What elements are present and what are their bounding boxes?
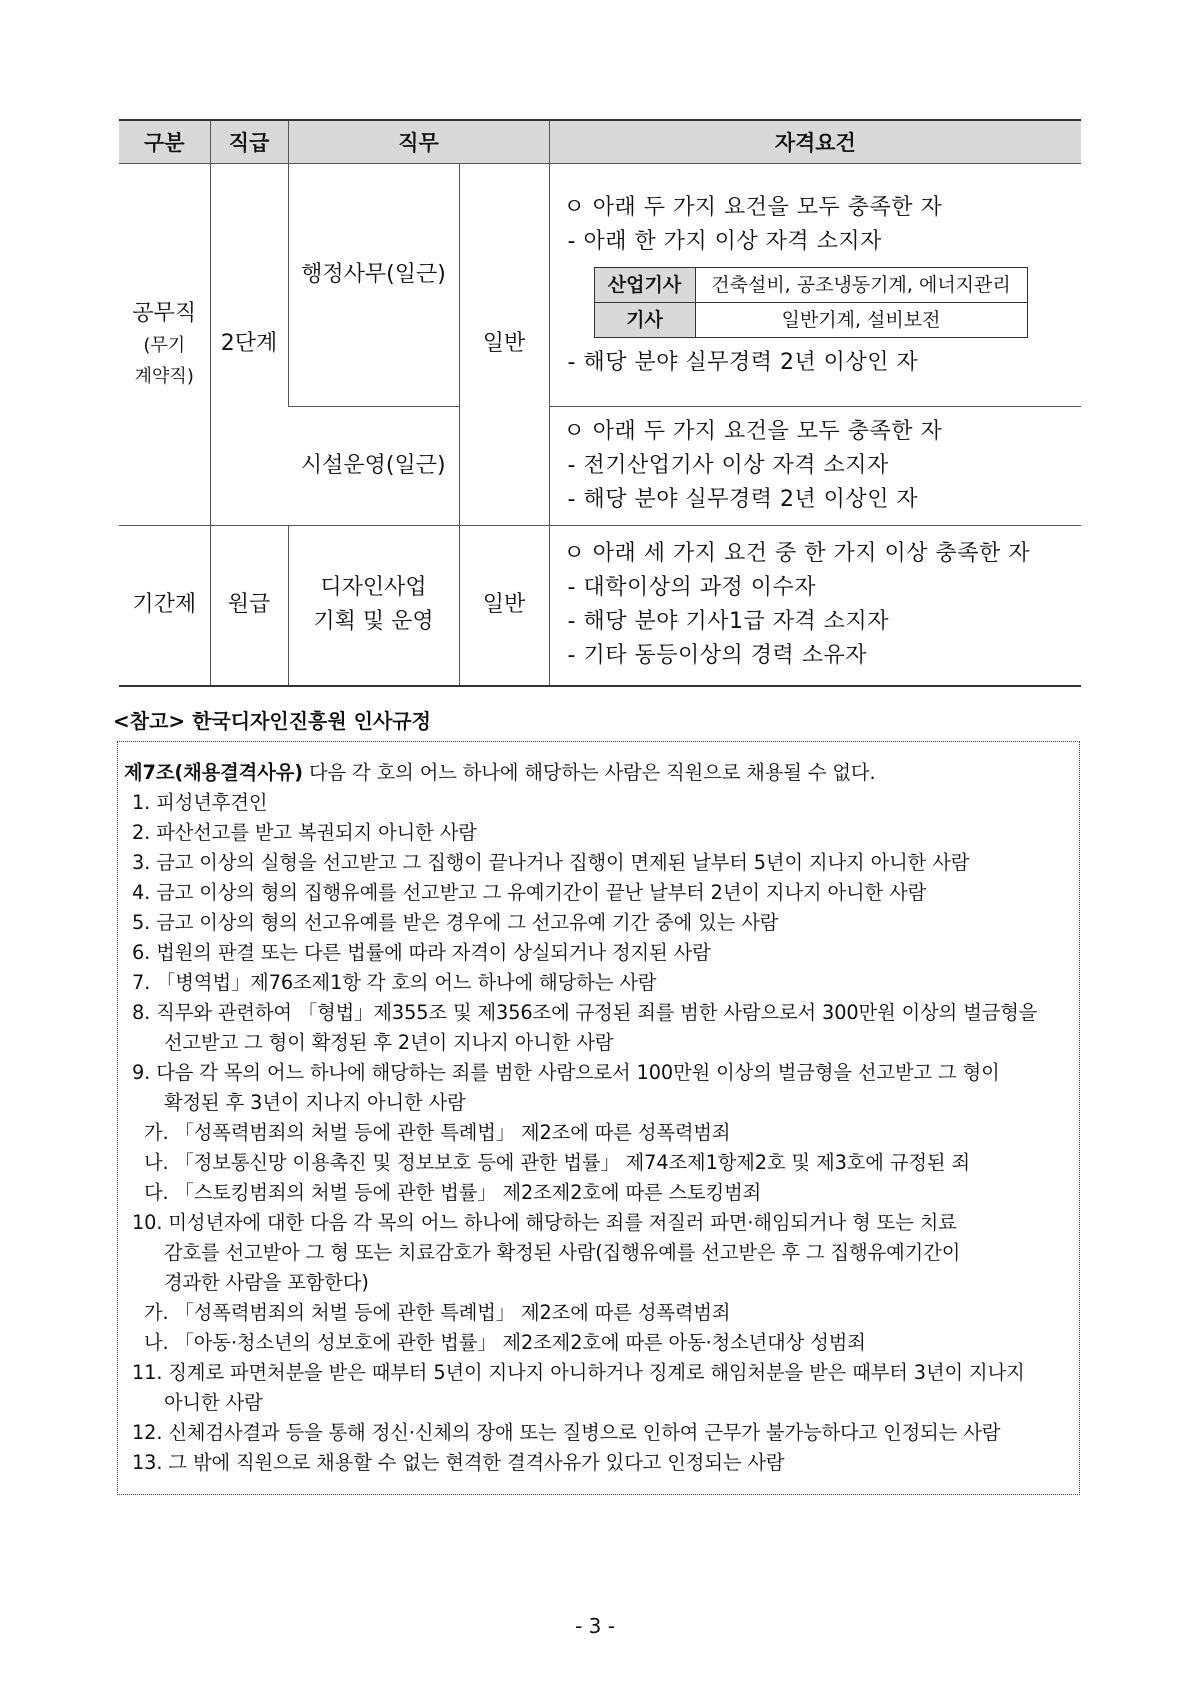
header-duty: 직무 <box>288 120 549 164</box>
certificate-value: 일반기계, 설비보전 <box>695 302 1027 337</box>
list-item-continuation: 선고받고 그 형이 확정된 후 2년이 지나지 아니한 사람 <box>164 1031 614 1054</box>
list-item: 10. 미성년자에 대한 다음 각 목의 어느 하나에 해당하는 죄를 저질러 파면·해임되거나 형 또는 치료 <box>132 1211 957 1234</box>
qualification-cell <box>549 407 1081 526</box>
table-header-row <box>119 120 1081 164</box>
duty-cell: 시설운영(일근) <box>288 407 459 526</box>
grade-cell: 2단계 <box>210 164 288 526</box>
qualification-line: - 해당 분야 실무경력 2년 이상인 자 <box>567 349 919 375</box>
sub-list-item: 나. 「정보통신망 이용촉진 및 정보보호 등에 관한 법률」 제74조제1항제2호 및 제3호에 규정된 죄 <box>144 1151 970 1174</box>
qualification-line: - 기타 동등이상의 경력 소유자 <box>567 643 867 669</box>
qualification-cell <box>549 164 1081 407</box>
table-row <box>119 526 1081 686</box>
certificate-table <box>594 267 1028 338</box>
duty-type-cell: 일반 <box>459 526 549 686</box>
table-row <box>119 164 1081 407</box>
qualification-cell <box>549 526 1081 686</box>
list-item-continuation: 아니한 사람 <box>164 1391 263 1414</box>
article-intro: 다음 각 호의 어느 하나에 해당하는 사람은 직원으로 채용될 수 없다. <box>302 761 876 784</box>
qualification-line: - 해당 분야 기사1급 자격 소지자 <box>567 609 889 635</box>
list-item-continuation: 감호를 선고받아 그 형 또는 치료감호가 확정된 사람(집행유예를 선고받은 후 그 집행유예기간이 <box>164 1241 961 1264</box>
qualification-line: ㅇ 아래 세 가지 요건 중 한 가지 이상 충족한 자 <box>563 541 1030 567</box>
duty-type-cell: 일반 <box>459 164 549 526</box>
reference-title: <참고> 한국디자인진흥원 인사규정 <box>113 709 431 733</box>
grade-cell: 원급 <box>210 526 288 686</box>
sub-list-item: 나. 「아동·청소년의 성보호에 관한 법률」 제2조제2호에 따른 아동·청소년대상 성범죄 <box>144 1331 866 1354</box>
qualification-line: - 해당 분야 실무경력 2년 이상인 자 <box>567 487 919 512</box>
qualification-line: - 전기산업기사 이상 자격 소지자 <box>567 453 889 478</box>
duty-cell: 행정사무(일근) <box>288 164 459 407</box>
certificate-value: 건축설비, 공조냉동기계, 에너지관리 <box>695 267 1027 302</box>
list-item: 9. 다음 각 목의 어느 하나에 해당하는 죄를 범한 사람으로서 100만원 이상의 벌금형을 선고받고 그 형이 <box>132 1061 1000 1084</box>
list-item: 8. 직무와 관련하여 「형법」제355조 및 제356조에 규정된 죄를 범한 사람으로서 300만원 이상의 벌금형을 <box>132 1001 1038 1024</box>
list-item: 5. 금고 이상의 형의 선고유예를 받은 경우에 그 선고유예 기간 중에 있는 사람 <box>132 911 779 934</box>
list-item: 1. 피성년후견인 <box>132 791 268 814</box>
sub-list-item: 가. 「성폭력범죄의 처벌 등에 관한 특례법」 제2조에 따른 성폭력범죄 <box>144 1301 731 1324</box>
list-item: 13. 그 밖에 직원으로 채용할 수 없는 현격한 결격사유가 있다고 인정되는 사람 <box>132 1451 785 1474</box>
duty-line: 디자인사업 <box>320 575 427 601</box>
header-grade: 직급 <box>210 120 288 164</box>
category-cell: 기간제 <box>119 526 210 686</box>
category-sub: 계약직) <box>134 365 194 387</box>
category-sub: (무기 <box>143 334 186 356</box>
duty-line: 기획 및 운영 <box>313 609 434 635</box>
article-heading <box>124 758 1075 788</box>
list-item: 2. 파산선고를 받고 복권되지 아니한 사람 <box>132 821 477 844</box>
qualification-line: - 아래 한 가지 이상 자격 소지자 <box>567 228 882 254</box>
list-item: 3. 금고 이상의 실형을 선고받고 그 집행이 끝나거나 집행이 면제된 날부터 5년이 지나지 아니한 사람 <box>132 851 970 874</box>
article-title: 제7조(채용결격사유) <box>124 761 303 784</box>
sub-list-item: 다. 「스토킹범죄의 처벌 등에 관한 법률」 제2조제2호에 따른 스토킹범죄 <box>144 1181 762 1204</box>
certificate-label: 산업기사 <box>594 267 695 302</box>
list-item: 11. 징계로 파면처분을 받은 때부터 5년이 지나지 아니하거나 징계로 해임처분을 받은 때부터 3년이 지나지 <box>132 1361 1025 1384</box>
list-item: 7. 「병역법」제76조제1항 각 호의 어느 하나에 해당하는 사람 <box>132 971 657 994</box>
qualification-line: - 대학이상의 과정 이수자 <box>567 575 816 601</box>
header-qualification: 자격요건 <box>549 120 1081 164</box>
qualification-line: ㅇ 아래 두 가지 요건을 모두 충족한 자 <box>563 419 943 444</box>
category-cell <box>119 164 210 526</box>
duty-cell <box>288 526 459 686</box>
qualification-table <box>119 119 1081 687</box>
qualification-line: ㅇ 아래 두 가지 요건을 모두 충족한 자 <box>563 194 943 220</box>
certificate-row <box>594 267 1027 302</box>
list-item-continuation: 확정된 후 3년이 지나지 아니한 사람 <box>164 1091 466 1114</box>
list-item-continuation: 경과한 사람을 포함한다) <box>164 1271 369 1294</box>
page-number: - 3 - <box>575 1614 615 1638</box>
list-item: 4. 금고 이상의 형의 집행유예를 선고받고 그 유예기간이 끝난 날부터 2년이 지나지 아니한 사람 <box>132 881 927 904</box>
regulation-box <box>117 741 1080 1495</box>
header-category: 구분 <box>119 120 210 164</box>
certificate-label: 기사 <box>594 302 695 337</box>
certificate-row <box>594 302 1027 337</box>
list-item: 6. 법원의 판결 또는 다른 법률에 따라 자격이 상실되거나 정지된 사람 <box>132 941 711 964</box>
category-main: 공무직 <box>132 300 197 326</box>
sub-list-item: 가. 「성폭력범죄의 처벌 등에 관한 특례법」 제2조에 따른 성폭력범죄 <box>144 1121 731 1144</box>
list-item: 12. 신체검사결과 등을 통해 정신·신체의 장애 또는 질병으로 인하여 근무가 불가능하다고 인정되는 사람 <box>132 1421 1001 1444</box>
